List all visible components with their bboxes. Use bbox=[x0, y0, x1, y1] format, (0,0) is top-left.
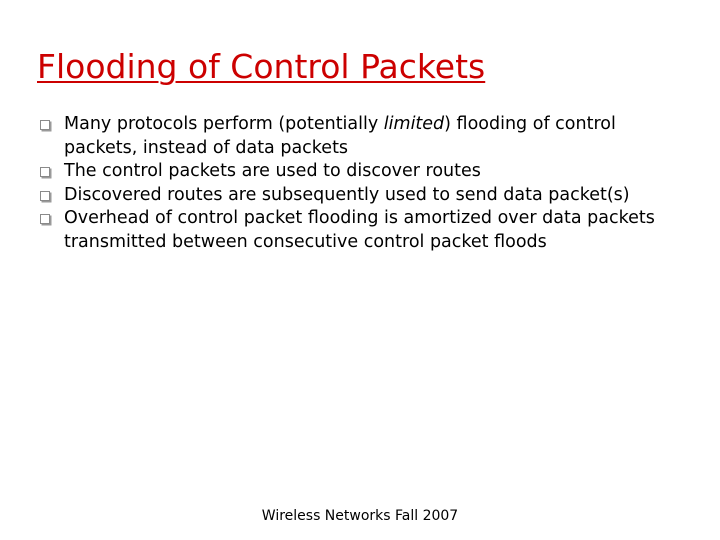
hollow-square-bullet-icon bbox=[40, 167, 50, 177]
slide-title: Flooding of Control Packets bbox=[37, 47, 486, 86]
bullet-text bbox=[64, 161, 481, 181]
bullet-list bbox=[40, 113, 680, 254]
hollow-square-bullet-icon bbox=[40, 191, 50, 201]
bullet-text bbox=[64, 208, 655, 252]
bullet-text-segment: The control packets are used to discover routes bbox=[64, 161, 481, 181]
bullet-item bbox=[40, 160, 680, 184]
bullet-item bbox=[40, 113, 680, 160]
slide-footer: Wireless Networks Fall 2007 bbox=[261, 508, 459, 524]
bullet-text bbox=[64, 185, 630, 205]
bullet-item bbox=[40, 207, 680, 254]
bullet-text-segment: Discovered routes are subsequently used to send data packet(s) bbox=[64, 184, 630, 205]
bullet-text-italic-segment: limited bbox=[383, 114, 445, 134]
bullet-text-segment: ) flooding of control packets, instead of data packets bbox=[64, 114, 616, 158]
bullet-text bbox=[64, 114, 616, 158]
bullet-text-segment: Many protocols perform (potentially bbox=[64, 114, 384, 134]
hollow-square-bullet-icon bbox=[40, 120, 50, 130]
bullet-item bbox=[40, 184, 680, 208]
hollow-square-bullet-icon bbox=[40, 214, 50, 224]
bullet-text-segment: Overhead of control packet flooding is amortized over data packets transmitted between consecutive control packet floods bbox=[64, 208, 655, 252]
